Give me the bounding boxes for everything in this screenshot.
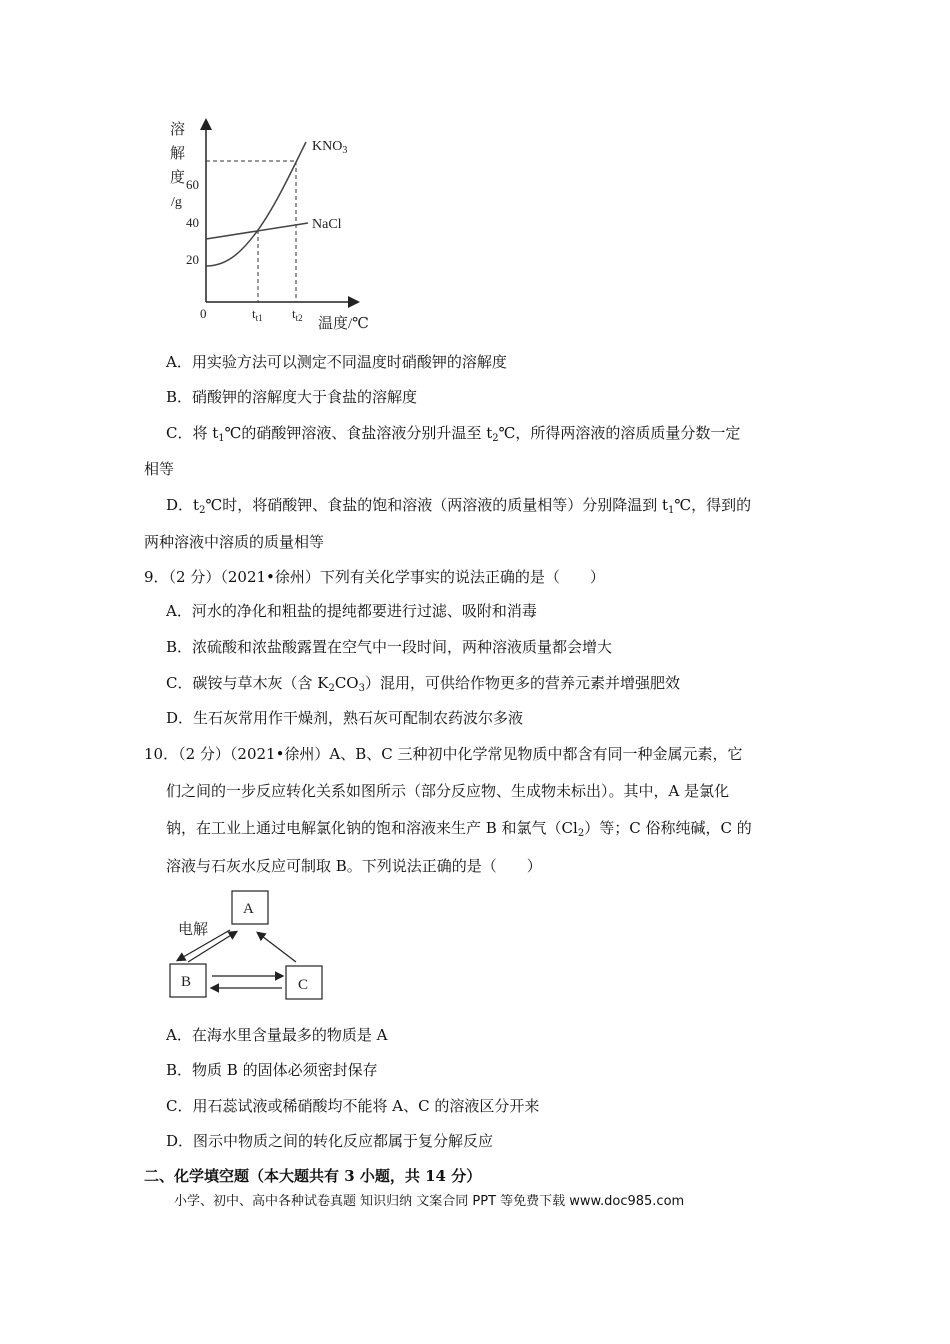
q8-option-c-cont: 相等: [144, 460, 175, 478]
q10-stem-line1: 10．（2 分）（2021•徐州）A、B、C 三种初中化学常见物质中都含有同一种金属元素，它: [144, 745, 743, 763]
q10-option-c: C．用石蕊试液或稀硝酸均不能将 A、C 的溶液区分开来: [166, 1097, 540, 1115]
section-2-heading: 二、化学填空题（本大题共有 3 小题，共 14 分）: [144, 1167, 482, 1185]
y-tick-60: 60: [186, 177, 199, 192]
q8-option-d: D．$t_2℃$时，将硝酸钾、食盐的饱和溶液（两溶液的质量相等）分别降温到 $t_1℃$，得到的: [166, 496, 752, 516]
box-a-label: A: [243, 901, 254, 917]
ylabel-char-1: 溶: [170, 122, 186, 138]
box-c-label: C: [298, 977, 309, 993]
solubility-chart: [160, 110, 400, 340]
nacl-line: [206, 223, 308, 239]
footer-ad-text: 小学、初中、高中各种试卷真题 知识归纳 文案合同 PPT 等免费下载 www.doc985.com: [174, 1194, 685, 1209]
electrolysis-label: 电解: [178, 920, 209, 938]
q9-option-d: D．生石灰常用作干燥剂，熟石灰可配制农药波尔多液: [166, 709, 524, 727]
kno3-label: $KNO_3$: [312, 139, 348, 156]
q9-option-b: B．浓硫酸和浓盐酸露置在空气中一段时间，两种溶液质量都会增大: [166, 638, 613, 656]
q8-option-c: C．将 $t_1℃$的硝酸钾溶液、食盐溶液分别升温至 $t_2℃$，所得两溶液的溶质质量分数一定: [166, 424, 741, 444]
nacl-label: NaCl: [312, 217, 342, 232]
q10-stem-line3: 钠，在工业上通过电解氯化钠的饱和溶液来生产 B 和氯气$(Cl_2)$等；C 俗称纯碱，C 的: [166, 819, 752, 839]
q8-option-d-cont: 两种溶液中溶质的质量相等: [144, 533, 325, 551]
q9-option-a: A．河水的净化和粗盐的提纯都要进行过滤、吸附和消毒: [166, 602, 537, 620]
y-tick-20: 20: [186, 252, 199, 267]
q10-stem-line4: 溶液与石灰水反应可制取 B。下列说法正确的是（ ）: [166, 857, 542, 875]
q8-option-b: B．硝酸钾的溶解度大于食盐的溶解度: [166, 388, 418, 406]
q10-option-a: A．在海水里含量最多的物质是 A: [166, 1026, 388, 1044]
q9-option-c: C．碳铵与草木灰（含 $K_2CO_3$）混用，可供给作物更多的营养元素并增强肥效: [166, 674, 680, 694]
q10-stem-line2: 们之间的一步反应转化关系如图所示（部分反应物、生成物未标出）。其中，A 是氯化: [166, 782, 730, 800]
arrow-c-to-a: [258, 933, 296, 962]
box-b-label: B: [181, 974, 192, 990]
q10-option-d: D．图示中物质之间的转化反应都属于复分解反应: [166, 1132, 494, 1150]
x-axis-label: 温度/℃: [318, 316, 369, 332]
x-tick-t2: $t_{t2}$: [292, 306, 303, 323]
x-tick-0: 0: [200, 306, 207, 321]
q9-stem: 9．（2 分）（2021•徐州）下列有关化学事实的说法正确的是（ ）: [144, 568, 605, 586]
reaction-diagram: [160, 885, 340, 1005]
x-tick-t1: $t_{t1}$: [252, 306, 263, 323]
q8-option-a: A．用实验方法可以测定不同温度时硝酸钾的溶解度: [166, 353, 507, 371]
ylabel-char-4: /g: [171, 195, 182, 210]
y-tick-40: 40: [186, 215, 199, 230]
ylabel-char-3: 度: [170, 170, 186, 186]
q10-option-b: B．物质 B 的固体必须密封保存: [166, 1061, 378, 1079]
ylabel-char-2: 解: [170, 146, 186, 162]
